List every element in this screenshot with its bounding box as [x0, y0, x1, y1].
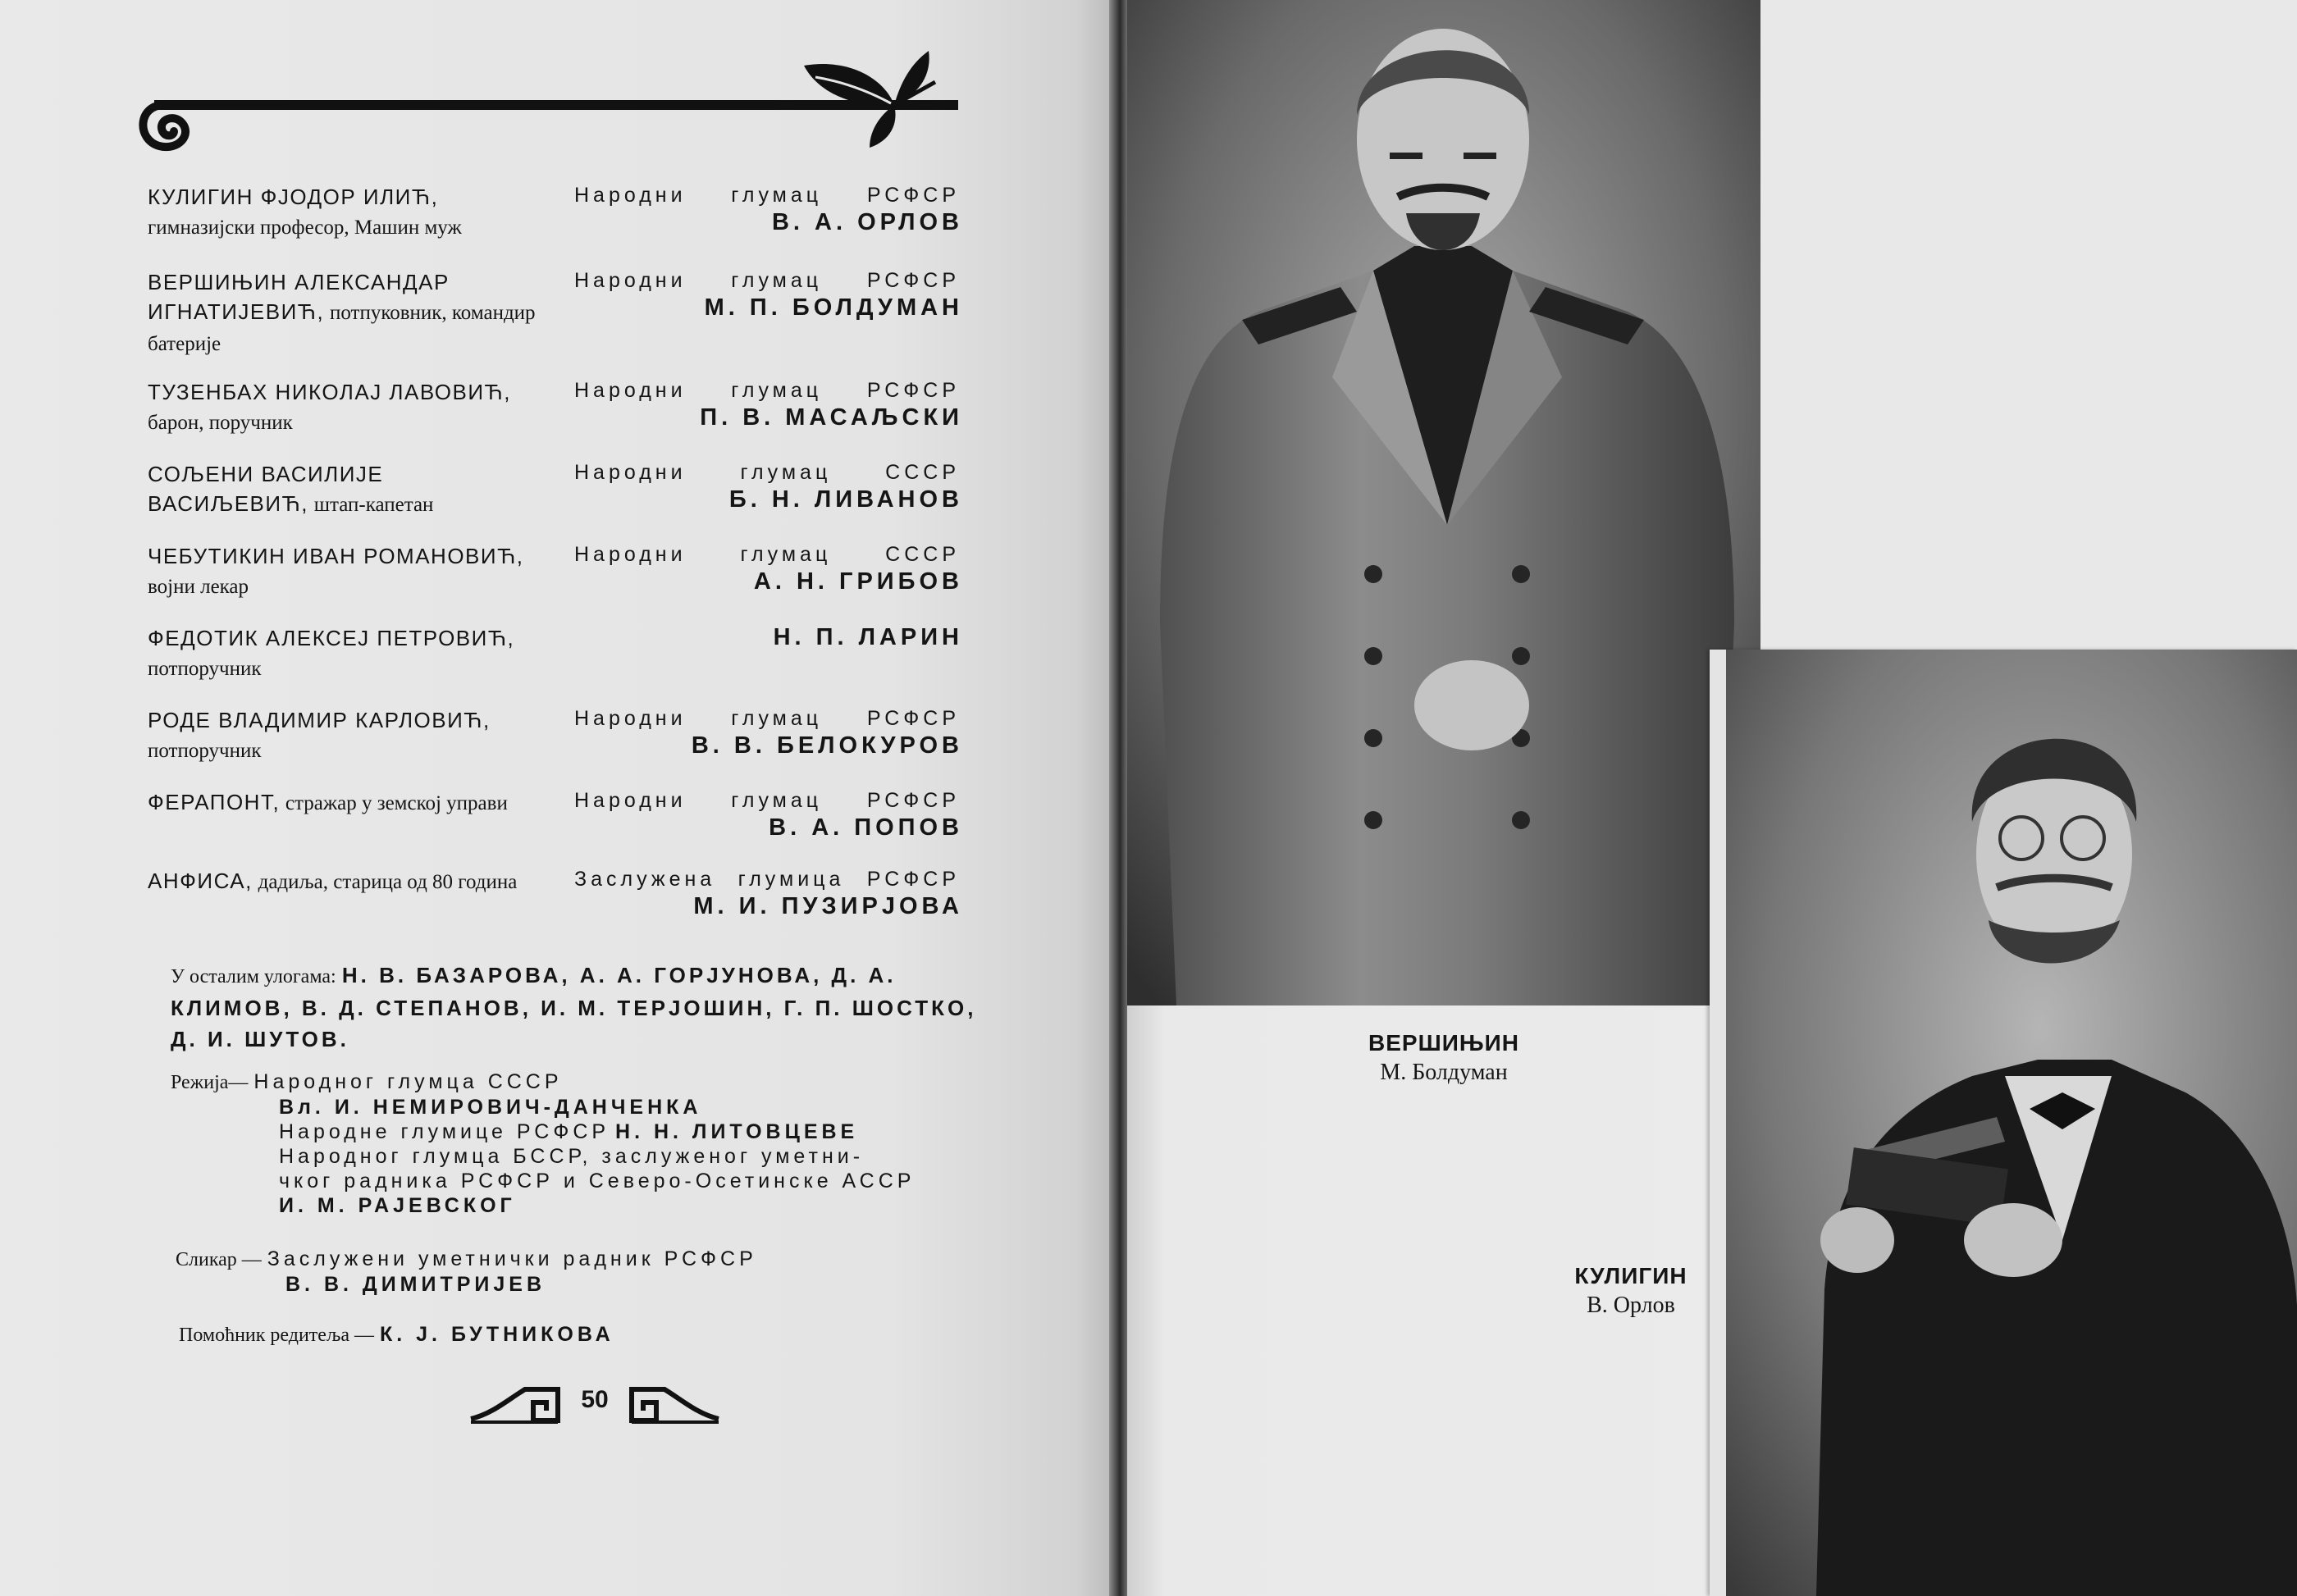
actor-name: В. А. ОРЛОВ [771, 209, 963, 235]
actor-photo-vershinin [1127, 0, 1760, 1005]
cast-row [148, 541, 1001, 623]
role-name: КУЛИГИН ФЈОДОР ИЛИЋ, [148, 185, 439, 209]
director-name: И. М. РАЈЕВСКОГ [279, 1194, 516, 1217]
cast-row [148, 705, 1001, 787]
assistant-credit [179, 1322, 917, 1347]
actor-name: В. А. ПОПОВ [769, 814, 963, 841]
role-entry [148, 267, 550, 359]
direction-line: Народног глумца БССР, заслуженог уметни- [279, 1145, 865, 1168]
direction-label: Режија— [171, 1072, 249, 1093]
role-name: АНФИСА, [148, 869, 253, 893]
caption-actor: В. Орлов [1587, 1293, 1675, 1318]
role-description: стражар у земској управи [285, 792, 508, 814]
role-entry [148, 787, 550, 819]
actor-title: Народни глумац СССР [574, 543, 960, 566]
caption-role: ВЕРШИЊИН [1368, 1030, 1519, 1056]
cast-row [148, 267, 1001, 355]
actor-name: Н. П. ЛАРИН [773, 624, 963, 650]
cast-row [148, 866, 1001, 948]
role-entry [148, 541, 550, 602]
role-name: СОЉЕНИ ВАСИЛИЈЕ ВАСИЉЕВИЋ, [148, 462, 384, 516]
role-description: гимназијски професор, Машин муж [148, 217, 462, 239]
actor-title: Народни глумац СССР [574, 461, 960, 484]
actor-title: Народни глумац РСФСР [574, 184, 960, 207]
page-number: 50 [581, 1386, 609, 1413]
direction-line: Народног глумца СССР [253, 1070, 563, 1093]
role-description: барон, поручник [148, 412, 293, 434]
role-name: ТУЗЕНБАХ НИКОЛАЈ ЛАВОВИЋ, [148, 380, 511, 404]
actor-title: Народни глумац РСФСР [574, 707, 960, 730]
actor-title: Народни глумац РСФСР [574, 379, 960, 402]
assistant-name: К. Ј. БУТНИКОВА [380, 1323, 614, 1346]
caption-actor: М. Болдуман [1380, 1060, 1508, 1085]
meander-right-ornament-icon [623, 1384, 722, 1425]
role-name: ФЕРАПОНТ, [148, 790, 281, 814]
actor-name: В. В. БЕЛОКУРОВ [691, 732, 963, 759]
director-name: Н. Н. ЛИТОВЦЕВЕ [615, 1120, 859, 1143]
blank-page-area [1759, 0, 2297, 656]
director-name: Вл. И. НЕМИРОВИЧ-ДАНЧЕНКА [279, 1096, 702, 1119]
role-description: дадиља, старица од 80 година [258, 871, 518, 893]
book-gutter [1109, 0, 1127, 1596]
actor-name: П. В. МАСАЉСКИ [700, 404, 963, 431]
actor-title: Заслужена глумица РСФСР [574, 868, 960, 891]
direction-credit [171, 1069, 991, 1218]
role-description: потпуковник, командир батерије [148, 302, 536, 355]
role-entry [148, 377, 550, 438]
designer-line: Заслужени уметнички радник РСФСР [267, 1247, 757, 1270]
role-description: штап-капетан [313, 494, 434, 516]
actor-name: Б. Н. ЛИВАНОВ [728, 486, 963, 513]
designer-credit [176, 1247, 914, 1297]
cast-row [148, 787, 1001, 869]
caption-role: КУЛИГИН [1574, 1263, 1687, 1288]
other-roles-label: У осталим улогама: [171, 966, 336, 987]
other-roles [171, 960, 991, 1055]
direction-line: Народне глумице РСФСР [279, 1120, 610, 1143]
cast-row [148, 459, 1001, 541]
role-name: ВЕРШИЊИН АЛЕКСАНДАР ИГНАТИЈЕВИЋ, [148, 270, 450, 324]
actor-name: А. Н. ГРИБОВ [753, 568, 963, 595]
left-page [0, 0, 1109, 1596]
designer-name: В. В. ДИМИТРИЈЕВ [285, 1273, 546, 1296]
cast-row [148, 182, 1001, 264]
role-name: ЧЕБУТИКИН ИВАН РОМАНОВИЋ, [148, 544, 524, 568]
role-entry [148, 705, 550, 766]
photo-caption-kuligin [1524, 1263, 1738, 1319]
role-entry [148, 459, 550, 520]
other-roles-names: Н. В. БАЗАРОВА, А. А. ГОРЈУНОВА, Д. А. КЛИМОВ, В. Д. СТЕПАНОВ, И. М. ТЕРЈОШИН, Г. П. ШОСТКО, Д. И. ШУТОВ. [171, 963, 977, 1051]
actor-title: Народни глумац РСФСР [574, 789, 960, 812]
page-footer [468, 1381, 722, 1430]
right-page [1127, 0, 2297, 1596]
role-name: РОДЕ ВЛАДИМИР КАРЛОВИЋ, [148, 708, 491, 732]
role-entry [148, 623, 550, 684]
cast-row [148, 623, 1001, 705]
actor-name: М. И. ПУЗИРЈОВА [693, 893, 963, 919]
meander-left-ornament-icon [468, 1384, 566, 1425]
actor-name: М. П. БОЛДУМАН [704, 294, 963, 321]
leaf-rule-ornament-icon [131, 49, 968, 180]
cast-row [148, 377, 1001, 459]
role-name: ФЕДОТИК АЛЕКСЕЈ ПЕТРОВИЋ, [148, 626, 515, 650]
actor-title: Народни глумац РСФСР [574, 269, 960, 292]
role-description: војни лекар [148, 576, 249, 598]
photo-caption-vershinin [1280, 1030, 1608, 1086]
actor-photo-kuligin [1726, 650, 2297, 1596]
role-entry [148, 182, 550, 243]
direction-line: чког радника РСФСР и Северо-Осетинске АССР [279, 1170, 916, 1192]
assistant-label: Помоћник редитеља — [179, 1325, 375, 1346]
role-description: потпоручник [148, 740, 262, 762]
designer-label: Сликар — [176, 1249, 262, 1270]
overlay-photo-card [1710, 650, 2297, 1596]
role-entry [148, 866, 550, 897]
role-description: потпоручник [148, 658, 262, 680]
